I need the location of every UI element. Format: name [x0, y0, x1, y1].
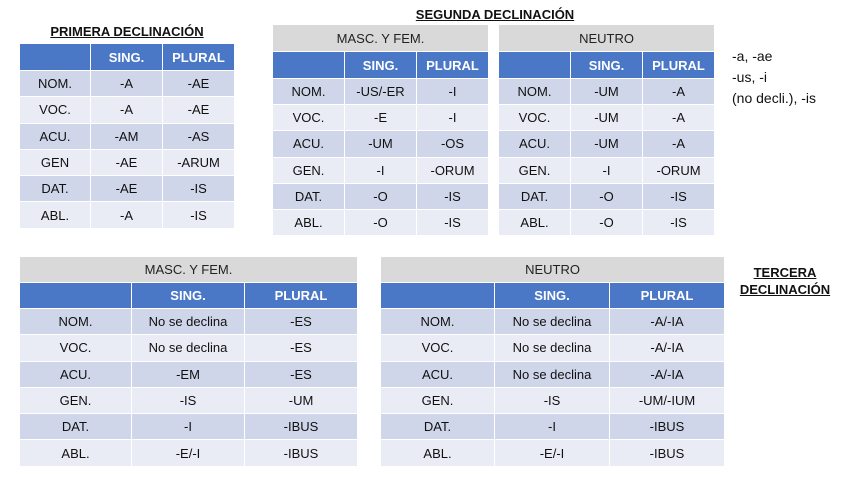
case-label-cell: ACU.	[20, 361, 132, 387]
table-row	[499, 209, 715, 235]
table-row	[273, 79, 489, 105]
column-header: SING.	[495, 283, 610, 309]
case-label-cell: VOC.	[499, 105, 571, 131]
ending-cell: -US/-ER	[345, 79, 417, 105]
ending-cell: -UM	[571, 105, 643, 131]
column-header: PLURAL	[610, 283, 725, 309]
ending-cell: -AE	[91, 176, 163, 202]
ending-cell: -UM	[571, 131, 643, 157]
column-header: SING.	[91, 44, 163, 71]
case-label-cell: ABL.	[499, 209, 571, 235]
table-row	[273, 183, 489, 209]
table-row	[20, 123, 235, 149]
case-label-cell: NOM.	[499, 79, 571, 105]
case-label-cell: DAT.	[499, 183, 571, 209]
ending-cell: -AE	[163, 97, 235, 123]
table-row	[20, 202, 235, 228]
tercera-masc-table	[19, 256, 358, 467]
table-row	[381, 361, 725, 387]
ending-cell: -O	[571, 209, 643, 235]
ending-cell: -IS	[132, 387, 245, 413]
ending-cell: -I	[417, 79, 489, 105]
group-header: MASC. Y FEM.	[20, 257, 358, 283]
ending-cell: -A	[91, 97, 163, 123]
ending-cell: -A	[91, 202, 163, 228]
column-header-row	[20, 44, 235, 71]
table-row	[499, 157, 715, 183]
ending-cell: -UM	[571, 79, 643, 105]
ending-cell: -EM	[132, 361, 245, 387]
table-row	[499, 183, 715, 209]
title-segunda-declinacion: SEGUNDA DECLINACIÓN	[415, 7, 575, 22]
case-label-cell: GEN.	[273, 157, 345, 183]
case-label-cell: NOM.	[273, 79, 345, 105]
ending-cell: -O	[345, 209, 417, 235]
ending-cell: -UM	[345, 131, 417, 157]
ending-cell: No se declina	[495, 361, 610, 387]
ending-cell: -I	[495, 414, 610, 440]
table-row	[273, 131, 489, 157]
title-primera-declinacion: PRIMERA DECLINACIÓN	[50, 24, 204, 39]
table-row	[273, 209, 489, 235]
table-row	[20, 176, 235, 202]
column-header: SING.	[345, 52, 417, 79]
ending-cell: -A/-IA	[610, 361, 725, 387]
ending-cell: -A/-IA	[610, 309, 725, 335]
column-header: PLURAL	[643, 52, 715, 79]
ending-cell: -ORUM	[417, 157, 489, 183]
table-row	[273, 157, 489, 183]
column-header: SING.	[571, 52, 643, 79]
table-row	[499, 105, 715, 131]
column-header	[499, 52, 571, 79]
ending-cell: -O	[345, 183, 417, 209]
ending-cell: -I	[417, 105, 489, 131]
ending-cell: -A	[643, 105, 715, 131]
case-label-cell: DAT.	[20, 176, 91, 202]
ending-cell: -A	[643, 131, 715, 157]
ending-cell: -AS	[163, 123, 235, 149]
case-label-cell: ACU.	[273, 131, 345, 157]
ending-cell: -IS	[417, 209, 489, 235]
ending-cell: -UM	[245, 387, 358, 413]
ending-cell: -IBUS	[610, 440, 725, 466]
group-header-row	[273, 25, 489, 52]
case-label-cell: ABL.	[20, 202, 91, 228]
ending-cell: -IS	[495, 387, 610, 413]
ending-cell: -ES	[245, 361, 358, 387]
ending-cell: No se declina	[495, 335, 610, 361]
note-line: (no decli.), -is	[732, 90, 817, 106]
column-header-row	[499, 52, 715, 79]
ending-cell: No se declina	[495, 309, 610, 335]
case-label-cell: NOM.	[381, 309, 495, 335]
group-header-row	[381, 257, 725, 283]
ending-cell: -AE	[163, 71, 235, 97]
column-header: PLURAL	[417, 52, 489, 79]
title-tercera-line1: TERCERA	[753, 265, 817, 280]
ending-cell: -I	[345, 157, 417, 183]
table-row	[20, 414, 358, 440]
case-label-cell: VOC.	[20, 97, 91, 123]
group-header: NEUTRO	[381, 257, 725, 283]
ending-cell: -IS	[643, 183, 715, 209]
case-label-cell: GEN	[20, 149, 91, 175]
group-header-row	[499, 25, 715, 52]
ending-cell: -AM	[91, 123, 163, 149]
ending-cell: -AE	[91, 149, 163, 175]
note-line: -us, -i	[732, 69, 767, 85]
ending-cell: No se declina	[132, 335, 245, 361]
table-row	[20, 309, 358, 335]
ending-cell: -ES	[245, 309, 358, 335]
case-label-cell: DAT.	[273, 183, 345, 209]
ending-cell: -IBUS	[610, 414, 725, 440]
column-header	[273, 52, 345, 79]
table-row	[20, 149, 235, 175]
case-label-cell: GEN.	[499, 157, 571, 183]
table-row	[499, 131, 715, 157]
ending-cell: -E/-I	[495, 440, 610, 466]
column-header: PLURAL	[245, 283, 358, 309]
table-row	[20, 361, 358, 387]
ending-cell: -E	[345, 105, 417, 131]
ending-cell: -OS	[417, 131, 489, 157]
case-label-cell: DAT.	[20, 414, 132, 440]
column-header: PLURAL	[163, 44, 235, 71]
table-row	[499, 79, 715, 105]
ending-cell: -I	[132, 414, 245, 440]
table-row	[381, 335, 725, 361]
column-header-row	[20, 283, 358, 309]
ending-cell: -IS	[643, 209, 715, 235]
table-row	[273, 105, 489, 131]
ending-cell: -UM/-IUM	[610, 387, 725, 413]
segunda-neutro-table	[498, 24, 715, 236]
group-header: NEUTRO	[499, 25, 715, 52]
table-row	[381, 414, 725, 440]
table-row	[20, 387, 358, 413]
ending-cell: -A	[643, 79, 715, 105]
ending-cell: -ORUM	[643, 157, 715, 183]
primera-declinacion-table	[19, 43, 235, 229]
case-label-cell: ACU.	[20, 123, 91, 149]
ending-cell: -IS	[417, 183, 489, 209]
ending-cell: -I	[571, 157, 643, 183]
column-header-row	[381, 283, 725, 309]
case-label-cell: NOM.	[20, 71, 91, 97]
case-label-cell: GEN.	[381, 387, 495, 413]
case-label-cell: ABL.	[20, 440, 132, 466]
ending-cell: -A	[91, 71, 163, 97]
group-header-row	[20, 257, 358, 283]
group-header: MASC. Y FEM.	[273, 25, 489, 52]
ending-cell: -IBUS	[245, 440, 358, 466]
table-row	[20, 71, 235, 97]
title-tercera-declinacion	[735, 264, 835, 298]
ending-cell: -ES	[245, 335, 358, 361]
ending-cell: -E/-I	[132, 440, 245, 466]
column-header: SING.	[132, 283, 245, 309]
case-label-cell: VOC.	[381, 335, 495, 361]
table-row	[381, 387, 725, 413]
ending-cell: -ARUM	[163, 149, 235, 175]
case-label-cell: ACU.	[499, 131, 571, 157]
case-label-cell: ABL.	[381, 440, 495, 466]
ending-cell: -IS	[163, 202, 235, 228]
case-label-cell: GEN.	[20, 387, 132, 413]
ending-cell: -O	[571, 183, 643, 209]
table-row	[20, 440, 358, 466]
case-label-cell: ABL.	[273, 209, 345, 235]
table-row	[381, 440, 725, 466]
note-line: -a, -ae	[732, 48, 773, 64]
case-label-cell: VOC.	[20, 335, 132, 361]
column-header-row	[273, 52, 489, 79]
title-tercera-line2: DECLINACIÓN	[739, 282, 831, 297]
case-label-cell: NOM.	[20, 309, 132, 335]
case-label-cell: DAT.	[381, 414, 495, 440]
tercera-neutro-table	[380, 256, 725, 467]
ending-cell: -IS	[163, 176, 235, 202]
column-header	[381, 283, 495, 309]
column-header	[20, 283, 132, 309]
declension-notes	[732, 46, 816, 109]
ending-cell: -IBUS	[245, 414, 358, 440]
segunda-masc-table	[272, 24, 489, 236]
case-label-cell: ACU.	[381, 361, 495, 387]
table-row	[381, 309, 725, 335]
column-header	[20, 44, 91, 71]
ending-cell: No se declina	[132, 309, 245, 335]
case-label-cell: VOC.	[273, 105, 345, 131]
table-row	[20, 335, 358, 361]
ending-cell: -A/-IA	[610, 335, 725, 361]
table-row	[20, 97, 235, 123]
